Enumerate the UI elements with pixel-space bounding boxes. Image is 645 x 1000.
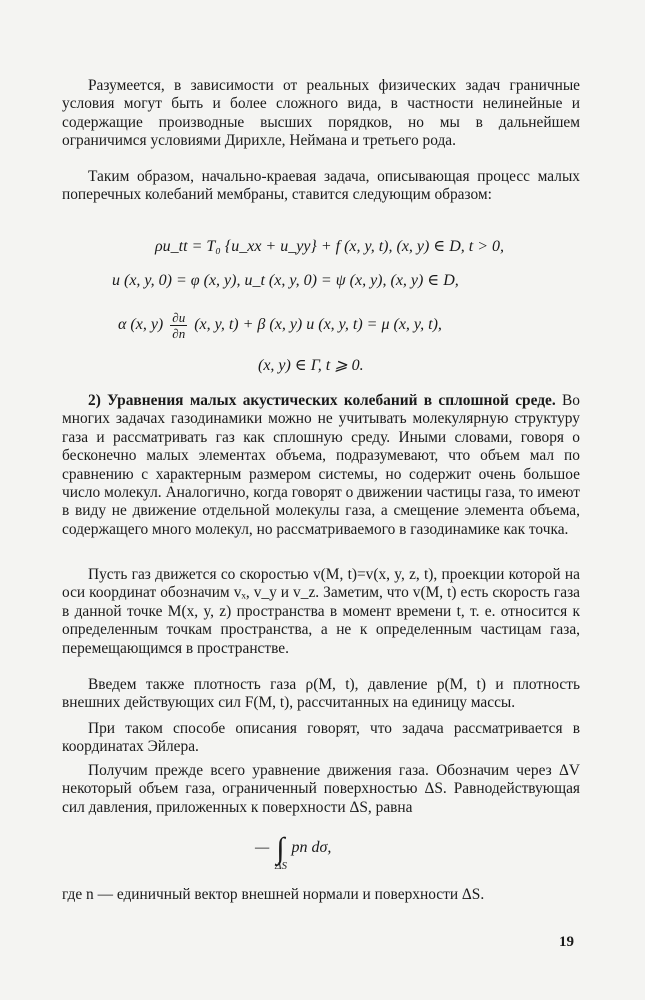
integral-minus: —	[255, 839, 270, 856]
paragraph-density-pressure: Введем также плотность газа ρ(M, t), давление p(M, t) и плотность внешних действующих сил F(M, t), рассчитанных на единицу массы.	[62, 676, 580, 712]
paragraph-membrane-problem: Таким образом, начально-краевая задача, описывающая процесс малых поперечных колебаний мембраны, ставится следующим образом:	[62, 168, 580, 204]
fraction-numerator: ∂u	[172, 310, 186, 325]
formula-boundary-condition	[118, 310, 442, 341]
section-body: Во многих задачах газодинамики можно не учитывать молекулярную структуру газа и рассматривать газ как сплошную среду. Иными словами, говоря о бесконечно малых элементах объема, подразумевают, что объем мал по сравнению с характерным размером системы, но содержит очень большое число молекул. Аналогично, когда говорят о движении частицы газа, то имеют в виду не движение отдельной молекулы газа, а смещение элемента объема, содержащего много молекул, но рассматриваемого в газодинамике как точка.	[62, 392, 580, 538]
paragraph-gas-velocity: Пусть газ движется со скоростью v(M, t)=v(x, y, z, t), проекции которой на оси координат обозначим vₓ, v_y и v_z. Заметим, что v(M, t) есть скорость газа в данной точке M(x, y, z) пространства в момент времени t, т. е. относится к определенным точкам пространства, а не к определенным частицам газа, перемещающимся в пространстве.	[62, 566, 580, 657]
integral-body: pn dσ,	[291, 839, 332, 856]
normal-derivative-fraction	[170, 310, 187, 341]
page-number: 19	[559, 934, 574, 950]
integral-subscript: ΔS	[275, 860, 287, 872]
formula-boundary-left: α (x, y)	[118, 316, 164, 334]
fraction-denominator: ∂n	[172, 326, 186, 341]
paragraph-acoustic-section	[62, 392, 580, 539]
paragraph-gas-motion: Получим прежде всего уравнение движения газа. Обозначим через ΔV некоторый объем газа, ограниченный поверхностью ΔS. Равнодействующая сил давления, приложенных к поверхности ΔS, равна	[62, 762, 580, 816]
section-heading: 2) Уравнения малых акустических колебаний в сплошной среде.	[88, 392, 556, 409]
formula-pressure-integral	[255, 832, 332, 872]
integral-sign: ∫	[276, 832, 285, 865]
paragraph-boundary-conditions: Разумеется, в зависимости от реальных физических задач граничные условия могут быть и более сложного вида, в частности нелинейные и содержащие производные высших порядков, но мы в дальнейшем ограничимся условиями Дирихле, Неймана и третьего рода.	[62, 77, 580, 150]
paragraph-normal-vector: где n — единичный вектор внешней нормали и поверхности ΔS.	[62, 886, 485, 903]
formula-boundary-domain: (x, y) ∈ Γ, t ⩾ 0.	[258, 357, 364, 374]
paragraph-euler-coordinates: При таком способе описания говорят, что задача рассматривается в координатах Эйлера.	[62, 720, 580, 756]
formula-boundary-right: (x, y, t) + β (x, y) u (x, y, t) = μ (x, y, t),	[194, 316, 442, 334]
formula-initial-conditions: u (x, y, 0) = φ (x, y), u_t (x, y, 0) = ψ (x, y), (x, y) ∈ D,	[112, 272, 459, 289]
formula-wave-equation: ρu_tt = T₀ {u_xx + u_yy} + f (x, y, t), (x, y) ∈ D, t > 0,	[155, 238, 504, 255]
